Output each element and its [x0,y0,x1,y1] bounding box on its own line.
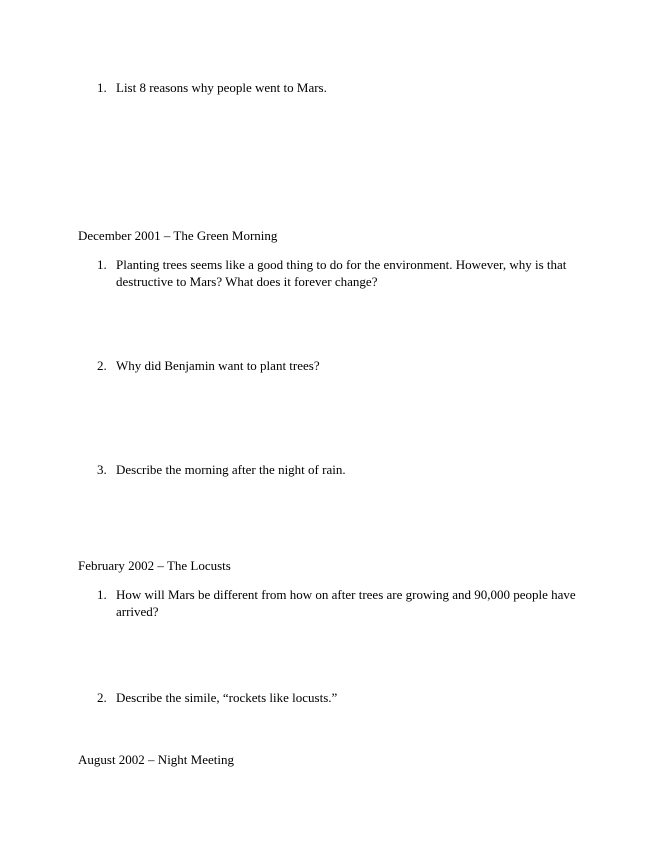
question-number: 1. [97,257,107,272]
question-number: 3. [97,462,107,477]
question-number: 2. [97,358,107,373]
question-item [97,461,587,478]
question-text: Describe the morning after the night of rain. [116,462,346,477]
question-item [97,586,587,620]
question-number: 1. [97,80,107,95]
question-item [97,79,587,96]
question-text: List 8 reasons why people went to Mars. [116,80,327,95]
question-number: 2. [97,690,107,705]
question-text: Planting trees seems like a good thing to do for the environment. However, why is that destructive to Mars? What does it forever change? [116,257,567,289]
question-item [97,689,587,706]
question-number: 1. [97,587,107,602]
section-title: December 2001 – The Green Morning [78,228,278,243]
question-text: How will Mars be different from how on after trees are growing and 90,000 people have arrived? [116,587,576,619]
question-text: Describe the simile, “rockets like locusts.” [116,690,338,705]
section-title: February 2002 – The Locusts [78,558,231,573]
section-title: August 2002 – Night Meeting [78,752,234,767]
question-item [97,256,587,290]
question-item [97,357,587,374]
question-text: Why did Benjamin want to plant trees? [116,358,320,373]
